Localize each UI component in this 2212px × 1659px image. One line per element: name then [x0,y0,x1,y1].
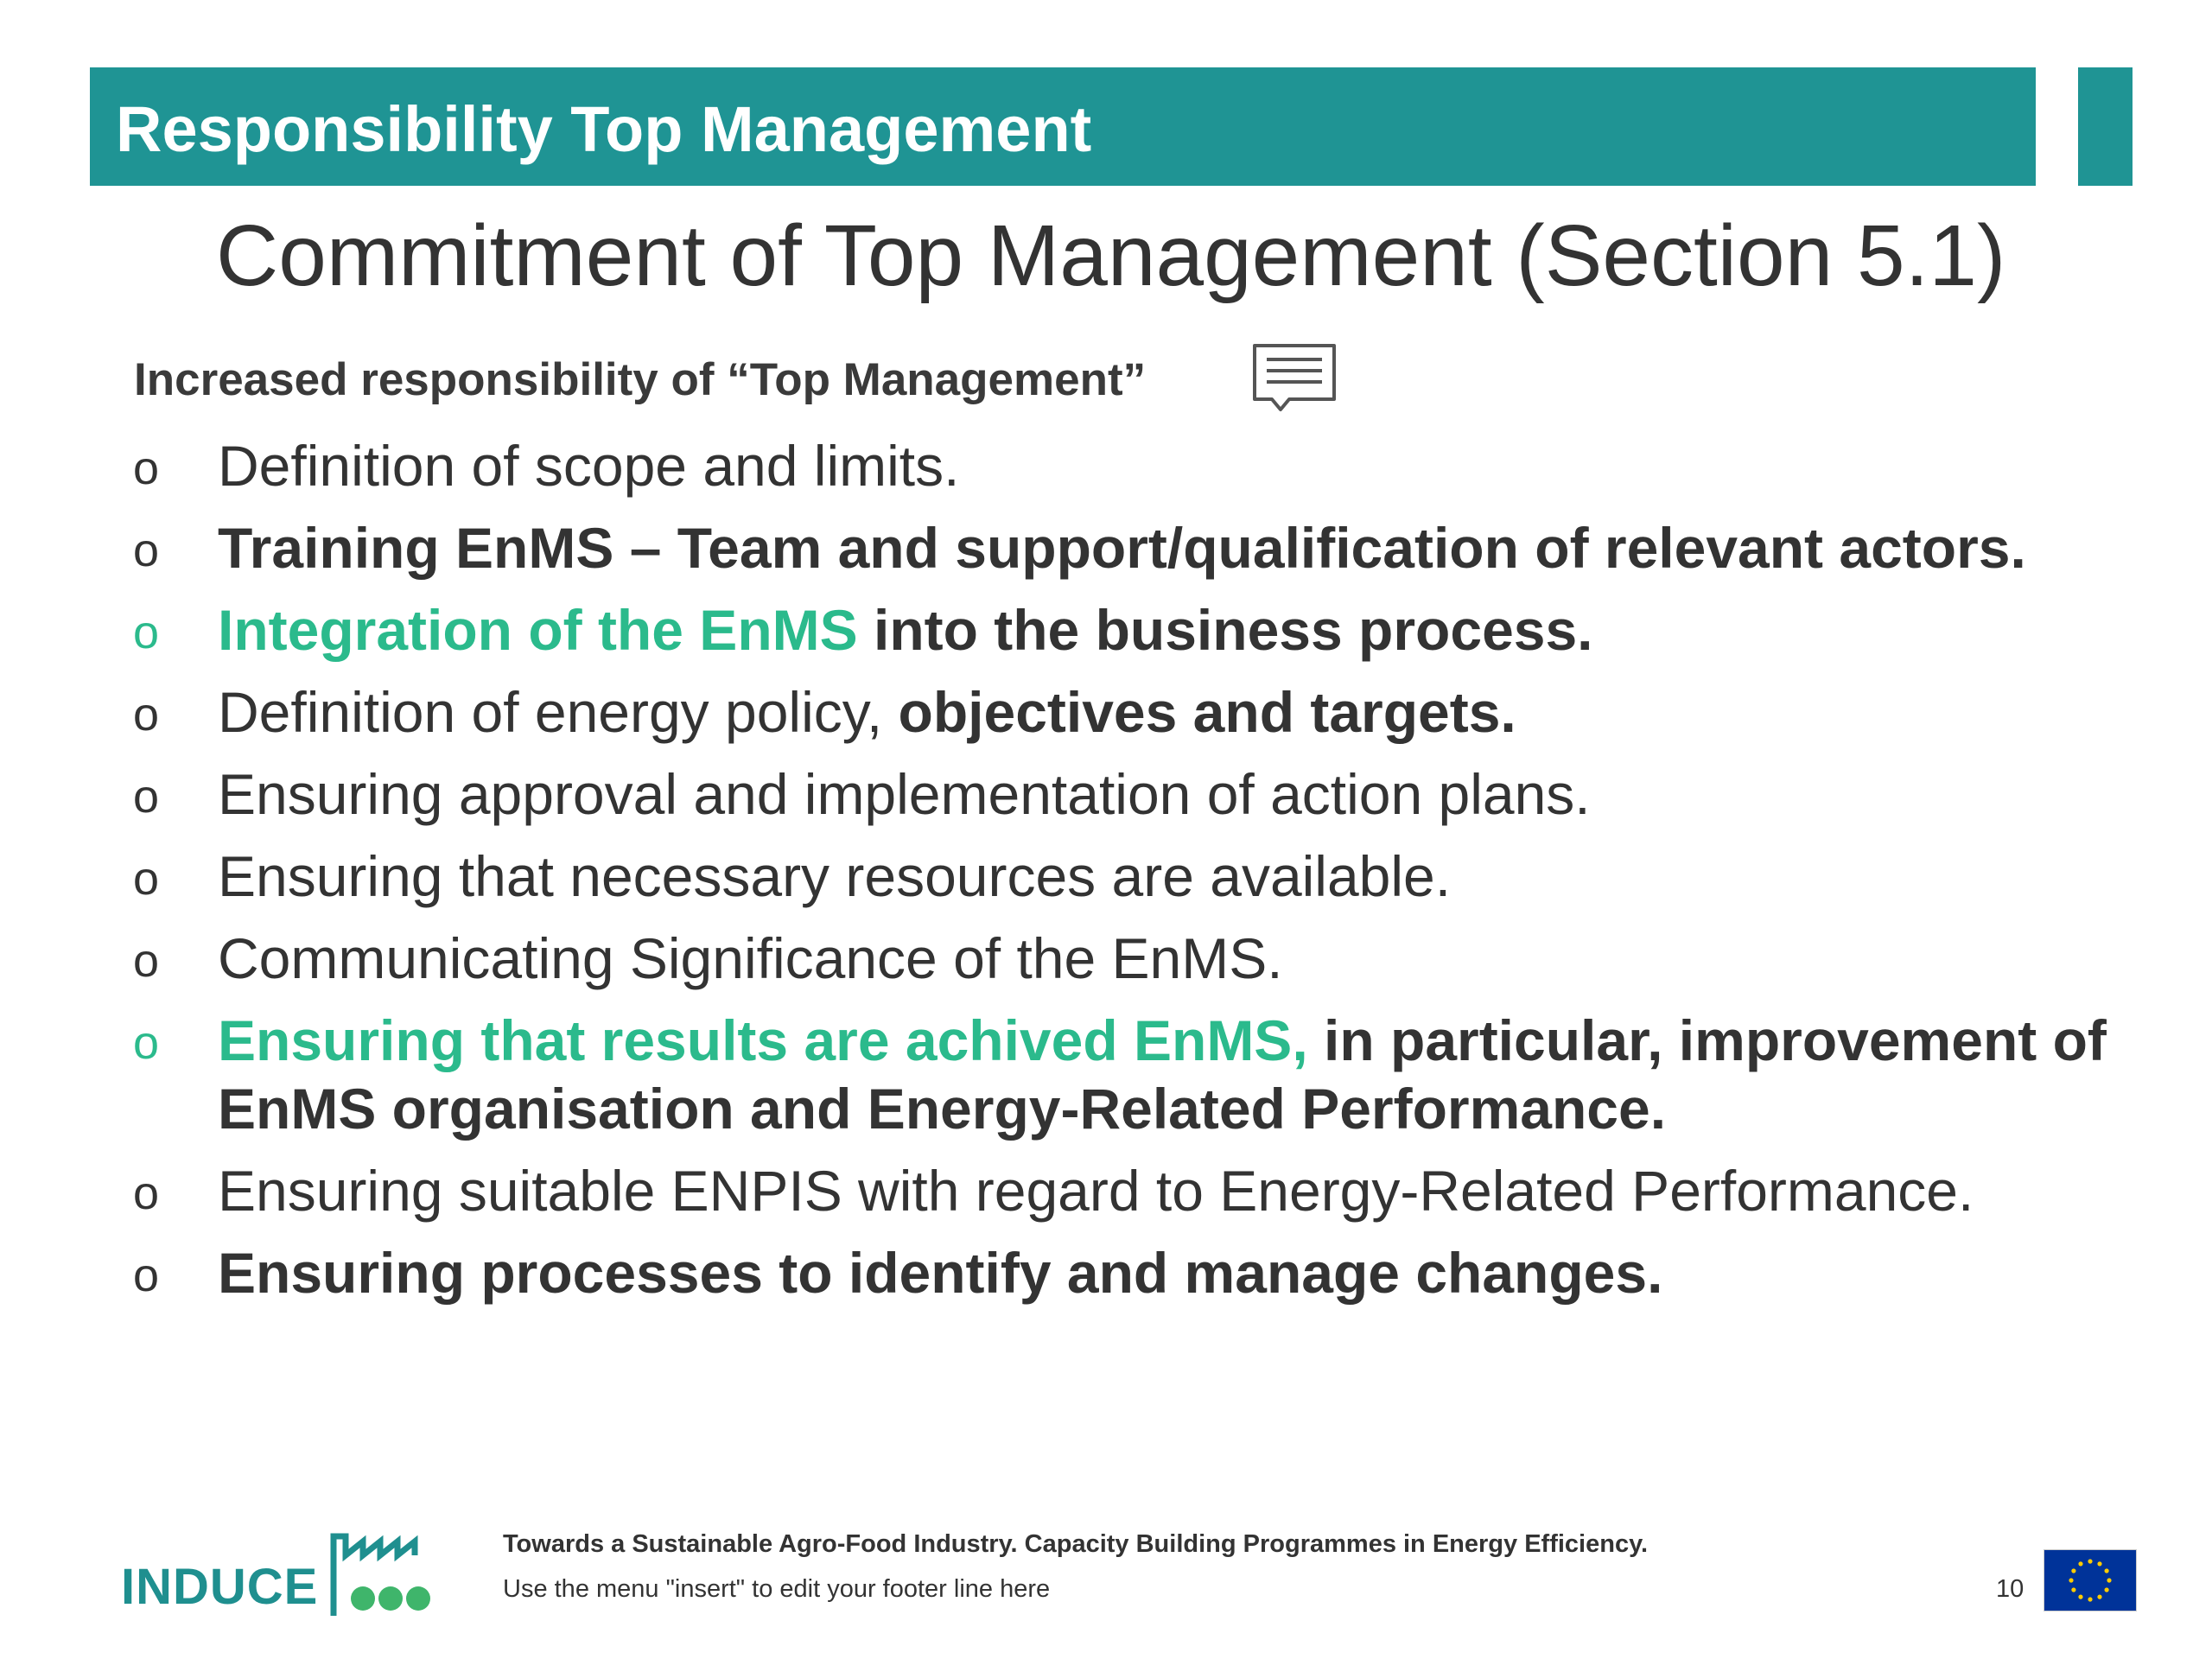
induce-logo [121,1529,449,1616]
eu-star [2071,1568,2075,1573]
factory-icon [327,1529,448,1619]
bullet-marker: o [133,935,160,987]
bullet-item [130,925,2117,993]
bullet-text: objectives and targets. [898,680,1516,744]
header-bar [90,67,2036,186]
bullet-list [130,432,2117,1321]
bullet-marker: o [133,442,160,494]
bullet-marker: o [133,524,160,576]
bullet-marker: o [133,1249,160,1301]
bullet-text: into the business process. [857,598,1593,662]
bullet-item [130,678,2117,747]
bullet-marker: o [133,1017,160,1069]
bullet-marker: o [133,853,160,905]
bullet-marker: o [133,771,160,823]
eu-star [2088,1559,2092,1563]
bullet-item [130,842,2117,911]
bullet-text: Ensuring that necessary resources are available. [218,844,1452,908]
eu-flag-icon [2044,1549,2137,1611]
footer-line-2: Use the menu "insert" to edit your footer line here [503,1575,1051,1603]
eu-star [2105,1587,2109,1592]
bullet-text: Integration of the EnMS [218,598,858,662]
bullet-item [130,596,2117,664]
bullet-text: Ensuring that results are achived EnMS, [218,1008,1308,1072]
bullet-text: Definition of energy policy, [218,680,899,744]
header-title: Responsibility Top Management [116,93,1092,165]
bullet-text: Communicating Significance of the EnMS. [218,926,1283,990]
footer-line-1: Towards a Sustainable Agro-Food Industry. Capacity Building Programmes in Energy Efficiency. [503,1530,1649,1558]
page-number: 10 [1996,1575,2024,1603]
eu-star [2071,1587,2075,1592]
slide-subtitle: Increased responsibility of “Top Management” [134,354,1147,405]
slide-title: Commitment of Top Management (Section 5.1) [216,207,2006,304]
bullet-text: Ensuring approval and implementation of action plans. [218,762,1591,826]
bullet-marker: o [133,1167,160,1219]
bullet-item [130,1007,2117,1143]
eu-star [2107,1578,2111,1582]
eu-star [2097,1595,2101,1599]
eu-star [2069,1578,2073,1582]
bullet-marker: o [133,689,160,741]
comment-icon[interactable] [1251,342,1338,413]
eu-star [2088,1597,2092,1601]
bullet-text: Training EnMS – Team and support/qualification of relevant actors. [218,516,2026,580]
eu-star [2105,1568,2109,1573]
bullet-marker: o [133,607,160,658]
bullet-item [130,1239,2117,1307]
bullet-item [130,432,2117,500]
logo-text: INDUCE [121,1559,319,1615]
bullet-text: Definition of scope and limits. [218,434,960,498]
bullet-text: in particular, improvement of EnMS organisation and Energy-Related Performance. [218,1008,2107,1141]
bullet-item [130,1157,2117,1225]
bullet-item [130,760,2117,829]
eu-star [2078,1561,2082,1566]
bullet-text: Ensuring suitable ENPIS with regard to Energy-Related Performance. [218,1159,1974,1223]
eu-star [2078,1595,2082,1599]
eu-star [2097,1561,2101,1566]
bullet-item [130,514,2117,582]
header-accent-tab [2078,67,2133,186]
bullet-text: Ensuring processes to identify and manage changes. [218,1241,1663,1305]
